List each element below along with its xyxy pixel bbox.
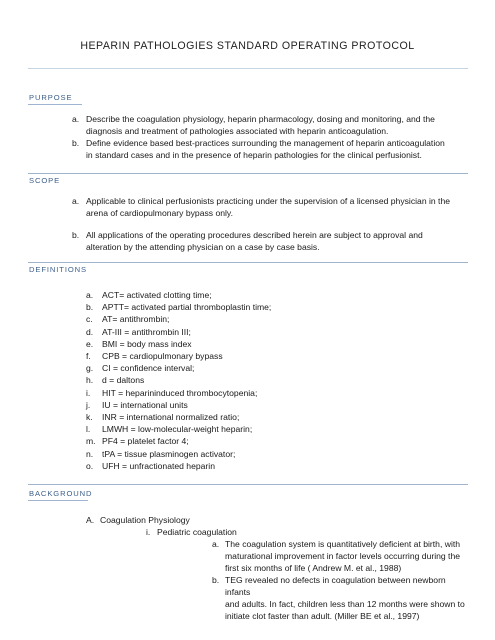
definition-text: UFH = unfractionated heparin [102, 460, 215, 471]
scope-item-line: All applications of the operating procedures described herein are subject to approval and [86, 230, 423, 240]
definition-marker: n. [86, 448, 94, 459]
purpose-item-line: Define evidence based best-practices surrounding the management of heparin anticoagulation [86, 138, 445, 148]
definition-item [86, 374, 466, 386]
background-item [212, 574, 466, 622]
background-outline [86, 514, 466, 622]
definition-marker: o. [86, 460, 94, 471]
definition-item [86, 448, 466, 460]
definition-item [86, 350, 466, 362]
definition-text: AT-III = antithrombin III; [102, 326, 191, 337]
definition-marker: h. [86, 375, 94, 386]
definition-text: BMI = body mass index [102, 338, 192, 349]
definition-marker: f. [86, 351, 91, 362]
purpose-item-marker: a. [72, 114, 80, 124]
definition-item [86, 435, 466, 447]
definition-item [86, 289, 466, 301]
section-divider [28, 262, 468, 263]
section-divider-background [28, 500, 88, 501]
definition-marker: k. [86, 412, 93, 423]
definition-marker: b. [86, 302, 94, 313]
purpose-item [72, 113, 482, 137]
document-title: HEPARIN PATHOLOGIES STANDARD OPERATING PROTOCOL [80, 40, 415, 52]
outline-heading-text: Coagulation Physiology [100, 515, 190, 525]
definition-text: CPB = cardiopulmonary bypass [102, 351, 223, 362]
section-label-definitions: DEFINITIONS [29, 265, 87, 274]
outline-marker: A. [86, 515, 95, 525]
definition-marker: i. [86, 387, 91, 398]
purpose-item-line: diagnosis and treatment of pathologies associated with heparin anticoagulation. [86, 126, 389, 136]
definition-text: ACT= activated clotting time; [102, 290, 212, 300]
purpose-item-marker: b. [72, 138, 80, 148]
definition-item [86, 411, 466, 423]
scope-list [72, 195, 482, 253]
definition-marker: j. [86, 399, 91, 410]
background-item-line: and adults. In fact, children less than 12 months were shown to [225, 599, 465, 609]
scope-item-line: alteration by the attending physician on a case by case basis. [86, 242, 320, 252]
scope-item-marker: b. [72, 230, 80, 240]
background-item-marker: a. [212, 539, 220, 549]
definition-item [86, 399, 466, 411]
definition-item [86, 460, 466, 472]
definition-item [86, 387, 466, 399]
definition-item [86, 423, 466, 435]
definition-item [86, 313, 466, 325]
purpose-list [72, 113, 482, 161]
definition-item [86, 301, 466, 313]
definition-marker: c. [86, 314, 93, 325]
definition-text: PF4 = platelet factor 4; [102, 436, 189, 447]
outline-marker: i. [146, 527, 151, 537]
definition-text: d = daltons [102, 375, 145, 386]
definition-marker: d. [86, 326, 94, 337]
background-item-line: initiate clot faster than adult. (Miller BE et al., 1997) [225, 611, 420, 621]
scope-item-line: Applicable to clinical perfusionists practicing under the supervision of a licensed physician in the [86, 196, 451, 206]
definition-text: CI = confidence interval; [102, 363, 195, 374]
background-item-line: first six months of life ( Andrew M. et al., 1988) [225, 563, 402, 573]
definition-marker: l. [86, 424, 91, 435]
section-label-scope: SCOPE [29, 176, 61, 185]
section-divider [28, 484, 468, 485]
definition-item [86, 362, 466, 374]
background-item-line: The coagulation system is quantitatively deficient at birth, with [225, 539, 461, 549]
definition-marker: a. [86, 290, 94, 300]
definition-text: INR = international normalized ratio; [102, 412, 240, 423]
outline-heading-text: Pediatric coagulation [157, 527, 237, 537]
definition-text: HIT = heparininduced thrombocytopenia; [102, 387, 258, 398]
outline-heading-i [146, 526, 466, 538]
purpose-item-line: in standard cases and in the presence of heparin pathologies for the clinical perfusionist. [86, 150, 422, 160]
definition-text: AT= antithrombin; [102, 314, 170, 325]
section-label-background: BACKGROUND [29, 489, 93, 498]
scope-item [72, 195, 482, 219]
definition-text: APTT= activated partial thromboplastin time; [102, 302, 272, 313]
background-item-line: maturational improvement in factor levels occurring during the [225, 551, 461, 561]
definition-text: tPA = tissue plasminogen activator; [102, 448, 236, 459]
background-item-line: TEG revealed no defects in coagulation between newborn infants [225, 575, 446, 597]
definition-marker: g. [86, 363, 94, 374]
scope-item-marker: a. [72, 196, 80, 206]
background-item [212, 538, 466, 574]
outline-heading-a [86, 514, 466, 526]
definition-item [86, 338, 466, 350]
purpose-item-line: Describe the coagulation physiology, heparin pharmacology, dosing and monitoring, and the [86, 114, 435, 124]
definition-marker: e. [86, 338, 94, 349]
section-label-purpose: PURPOSE [29, 93, 73, 102]
scope-item-line: arena of cardiopulmonary bypass only. [86, 208, 233, 218]
definitions-list [86, 289, 466, 472]
definition-text: LMWH = low-molecular-weight heparin; [102, 424, 253, 435]
definition-marker: m. [86, 436, 96, 447]
purpose-item [72, 137, 482, 161]
definition-item [86, 326, 466, 338]
definition-text: IU = international units [102, 399, 188, 410]
section-divider-purpose [28, 104, 82, 105]
scope-item [72, 229, 482, 253]
section-divider [28, 173, 468, 174]
background-item-marker: b. [212, 575, 220, 585]
title-divider [28, 68, 468, 69]
